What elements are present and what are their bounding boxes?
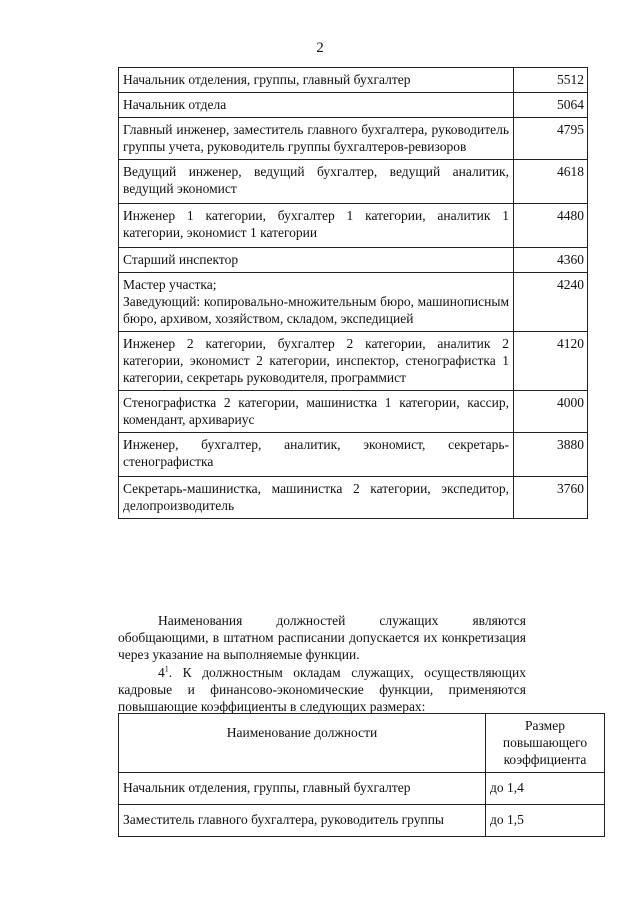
table-row [119, 805, 605, 837]
table-header-row [119, 714, 605, 773]
salary-cell: 4795 [514, 118, 588, 160]
note-paragraph: Наименования должностей служащих являются обобщающими, в штатном расписании допускается их конкретизация через указание на выполняемые функции. [118, 613, 526, 662]
position-cell: Начальник отдела [119, 93, 514, 118]
position-cell: Стенографистка 2 категории, машинистка 1 категории, кассир, комендант, архивариус [119, 391, 514, 433]
clause-superscript: 1 [164, 664, 169, 674]
table-row [119, 433, 588, 477]
salary-cell: 4480 [514, 204, 588, 248]
salary-cell: 5512 [514, 68, 588, 93]
table-row [119, 204, 588, 248]
salary-cell: 3760 [514, 477, 588, 519]
coefficient-table [118, 713, 605, 837]
table-row [119, 160, 588, 204]
position-cell: Старший инспектор [119, 248, 514, 273]
position-cell: Инженер 2 категории, бухгалтер 2 категории, аналитик 2 категории, экономист 2 категории, инспектор, стенографистка 1 категории, секретарь руководителя, программист [119, 332, 514, 391]
position-cell [119, 273, 514, 332]
salary-cell: 5064 [514, 93, 588, 118]
salary-cell: 4618 [514, 160, 588, 204]
column-header-coefficient: Размер повышающего коэффициента [486, 714, 605, 773]
position-line: Мастер участка; [123, 277, 217, 292]
table-row [119, 68, 588, 93]
page-number: 2 [316, 40, 324, 56]
salary-table [118, 67, 588, 519]
position-cell: Заместитель главного бухгалтера, руководитель группы [119, 805, 486, 837]
salary-cell: 4360 [514, 248, 588, 273]
position-cell: Инженер 1 категории, бухгалтер 1 категории, аналитик 1 категории, экономист 1 категории [119, 204, 514, 248]
coefficient-cell: до 1,4 [486, 773, 605, 805]
position-cell: Инженер, бухгалтер, аналитик, экономист, секретарь-стенографистка [119, 433, 514, 477]
column-header-position: Наименование должности [119, 714, 486, 773]
coefficient-cell: до 1,5 [486, 805, 605, 837]
position-cell: Главный инженер, заместитель главного бухгалтера, руководитель группы учета, руководитель группы бухгалтеров-ревизоров [119, 118, 514, 160]
clause-text: . К должностным окладам служащих, осуществляющих кадровые и финансово-экономические функции, применяются повышающие коэффициенты в следующих размерах: [118, 665, 526, 714]
position-cell: Начальник отделения, группы, главный бухгалтер [119, 68, 514, 93]
table-row [119, 391, 588, 433]
clause-number: 4 [158, 665, 165, 680]
salary-cell: 4240 [514, 273, 588, 332]
salary-cell: 3880 [514, 433, 588, 477]
salary-cell: 4120 [514, 332, 588, 391]
table-row [119, 248, 588, 273]
table-row [119, 118, 588, 160]
table-row [119, 332, 588, 391]
clause-paragraph [118, 664, 526, 715]
table-row [119, 477, 588, 519]
position-cell: Начальник отделения, группы, главный бухгалтер [119, 773, 486, 805]
table-row [119, 93, 588, 118]
position-cell: Ведущий инженер, ведущий бухгалтер, ведущий аналитик, ведущий экономист [119, 160, 514, 204]
table-row [119, 273, 588, 332]
position-cell: Секретарь-машинистка, машинистка 2 категории, экспедитор, делопроизводитель [119, 477, 514, 519]
table-row [119, 773, 605, 805]
salary-cell: 4000 [514, 391, 588, 433]
position-line: Заведующий: копировально-множительным бюро, машинописным бюро, архивом, хозяйством, складом, экспедицией [123, 294, 509, 326]
